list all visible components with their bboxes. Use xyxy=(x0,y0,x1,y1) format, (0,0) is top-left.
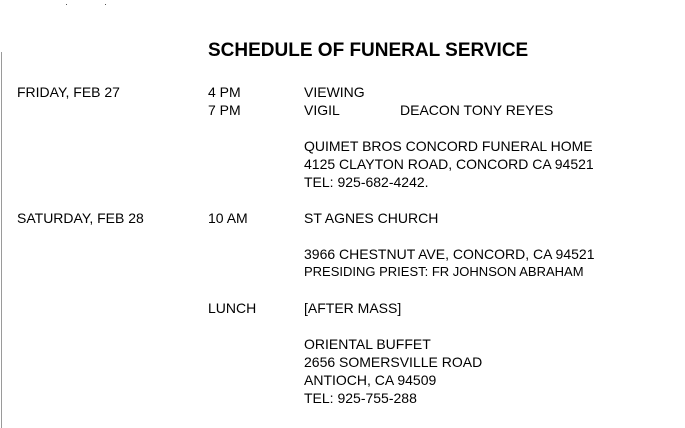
document-title: SCHEDULE OF FUNERAL SERVICE xyxy=(208,40,529,61)
vigil-label: VIGIL xyxy=(304,102,340,118)
lunch-note: [AFTER MASS] xyxy=(304,300,402,316)
vigil-time: 7 PM xyxy=(208,102,241,118)
viewing-time: 4 PM xyxy=(208,84,241,100)
saturday-date: SATURDAY, FEB 28 xyxy=(17,210,144,226)
restaurant-name: ORIENTAL BUFFET xyxy=(304,336,431,352)
friday-date: FRIDAY, FEB 27 xyxy=(17,84,120,100)
funeral-home-address: 4125 CLAYTON ROAD, CONCORD CA 94521 xyxy=(304,156,594,172)
restaurant-street: 2656 SOMERSVILLE ROAD xyxy=(304,354,483,370)
restaurant-tel: TEL: 925-755-288 xyxy=(304,390,417,406)
funeral-home-name: QUIMET BROS CONCORD FUNERAL HOME xyxy=(304,138,593,154)
funeral-home-tel: TEL: 925-682-4242. xyxy=(304,174,429,190)
speck-mark xyxy=(105,4,106,5)
church-name: ST AGNES CHURCH xyxy=(304,210,439,226)
mass-time: 10 AM xyxy=(208,210,248,226)
left-margin-rule xyxy=(1,52,2,428)
viewing-label: VIEWING xyxy=(304,84,365,100)
presiding-priest: PRESIDING PRIEST: FR JOHNSON ABRAHAM xyxy=(304,264,584,279)
speck-mark xyxy=(66,4,67,5)
church-address: 3966 CHESTNUT AVE, CONCORD, CA 94521 xyxy=(304,246,595,262)
lunch-label: LUNCH xyxy=(208,300,257,316)
vigil-officiant: DEACON TONY REYES xyxy=(400,102,554,118)
restaurant-city: ANTIOCH, CA 94509 xyxy=(304,372,437,388)
